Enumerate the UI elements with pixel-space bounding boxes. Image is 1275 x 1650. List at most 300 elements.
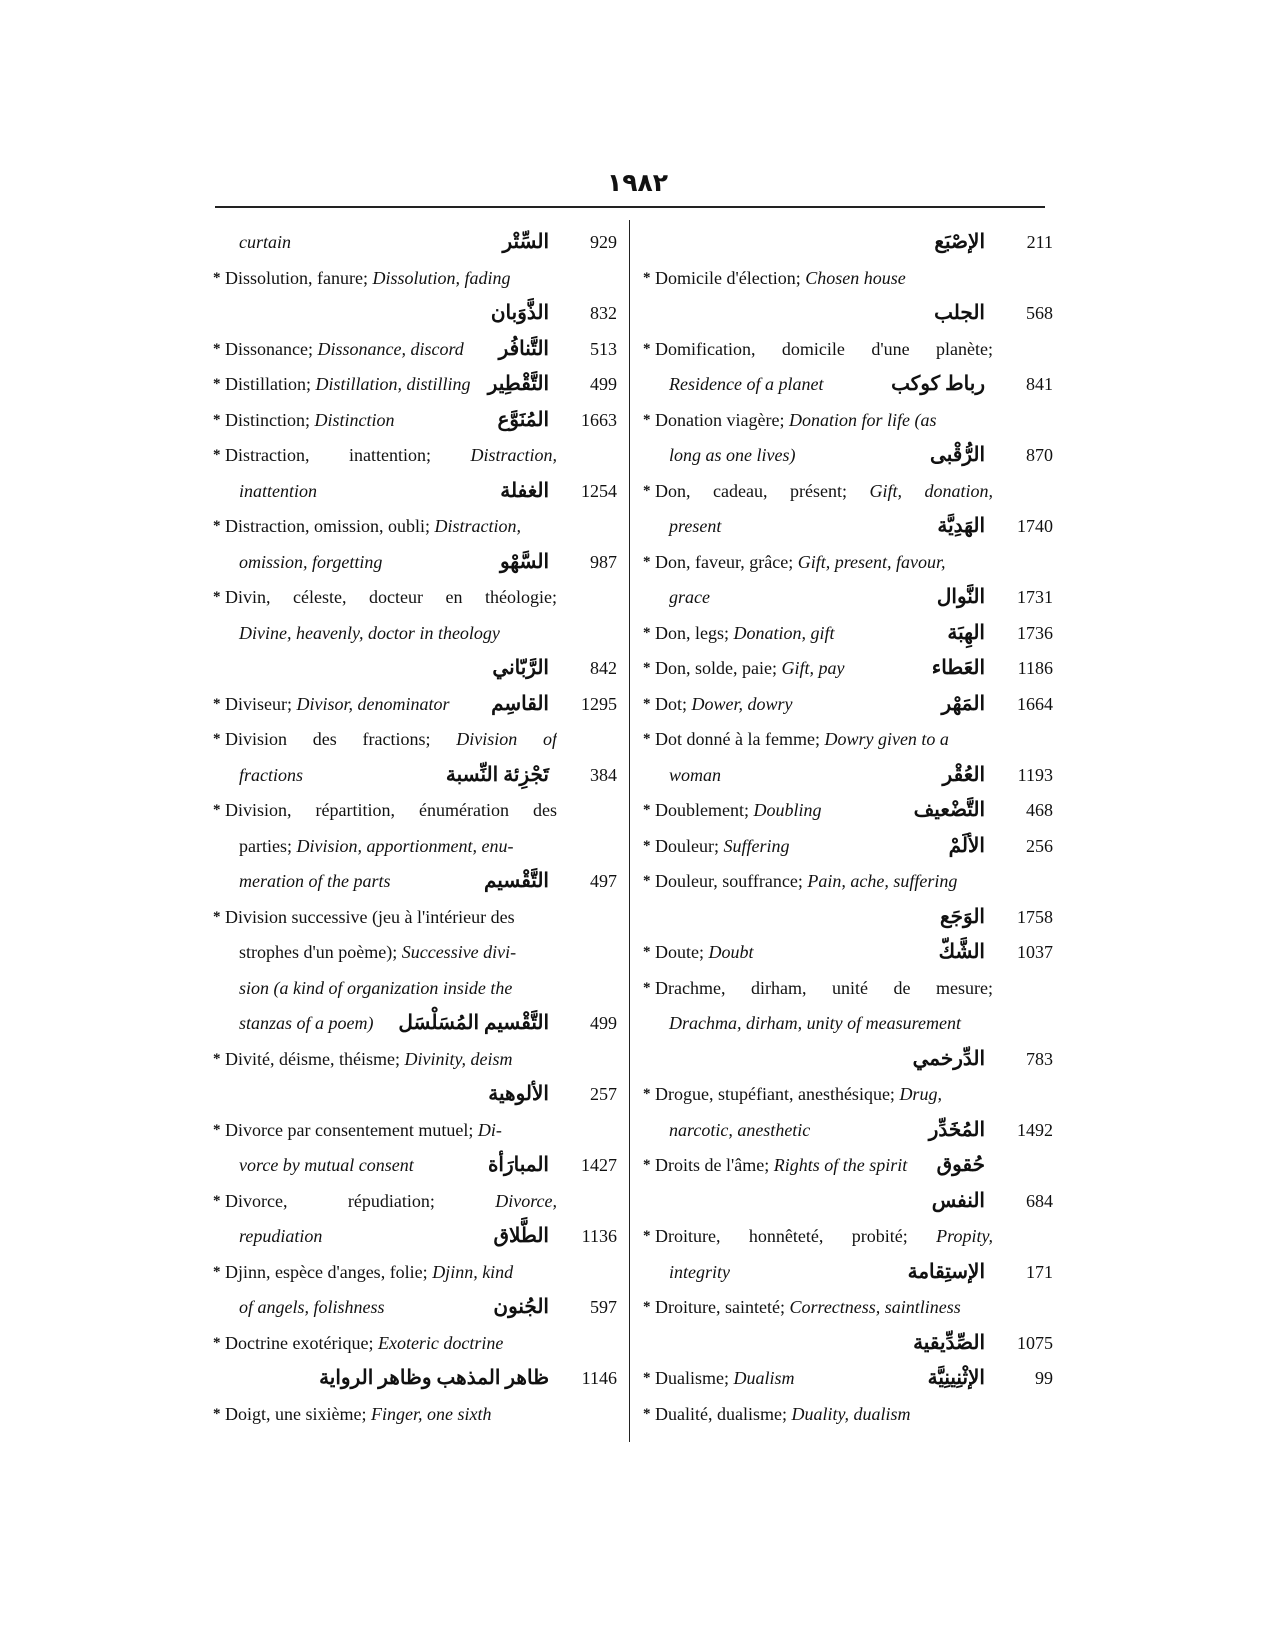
entry-number: 1193 xyxy=(1017,764,1053,785)
entry-line xyxy=(213,545,617,581)
entry-number: 1492 xyxy=(1017,1119,1053,1140)
continuation-text: Residence of a planet xyxy=(669,374,824,394)
entry-number: 870 xyxy=(1026,445,1053,465)
entry-line xyxy=(213,367,617,403)
french-term: Domification, domicile d'une planète; xyxy=(655,338,993,359)
continuation-text: stanzas of a poem) xyxy=(239,1013,374,1033)
entry-line xyxy=(643,438,1053,474)
entry-line xyxy=(643,580,1053,616)
entry-line xyxy=(643,367,1053,403)
english-term: Donation, gift xyxy=(733,622,835,643)
arabic-term: السِّتْر xyxy=(502,231,549,253)
english-term: Dower, dowry xyxy=(691,693,793,714)
bullet-mark: * xyxy=(213,1192,221,1209)
bullet-mark: * xyxy=(213,589,221,605)
french-term: Don, cadeau, présent; xyxy=(655,480,847,501)
entry-text xyxy=(655,474,993,510)
entry-line xyxy=(643,722,1053,758)
continuation-text: long as one lives) xyxy=(669,445,796,465)
left-column xyxy=(213,225,617,1432)
arabic-term: حُقوق xyxy=(936,1154,985,1176)
entry-line xyxy=(213,722,617,758)
entry-text xyxy=(655,616,835,652)
entry-number: 597 xyxy=(590,1297,617,1317)
entry-text xyxy=(239,1219,322,1255)
entry-text xyxy=(239,758,303,794)
entry-text xyxy=(655,829,789,865)
continuation-text: integrity xyxy=(669,1261,730,1282)
entry-text xyxy=(239,1148,414,1184)
arabic-term: الدِّرخمي xyxy=(912,1047,985,1070)
entry-text xyxy=(225,332,464,368)
arabic-term: الهِبَة xyxy=(947,621,985,644)
entry-text xyxy=(225,509,521,545)
entry-text xyxy=(225,1113,502,1149)
entry-text xyxy=(225,793,557,829)
french-term: Distraction, omission, oubli; xyxy=(225,516,430,536)
entry-line xyxy=(643,225,1053,261)
entry-text xyxy=(655,545,946,581)
entry-line xyxy=(213,474,617,510)
entry-line xyxy=(213,971,617,1007)
entry-number: 171 xyxy=(1026,1261,1053,1282)
entry-line xyxy=(213,1326,617,1362)
english-term: Successive divi- xyxy=(401,942,517,962)
entry-line xyxy=(213,829,617,865)
bullet-mark: * xyxy=(643,837,651,854)
arabic-term: المبارَأة xyxy=(487,1154,549,1176)
continuation-text: parties; xyxy=(239,835,292,856)
entry-line xyxy=(643,1326,1053,1362)
french-term: Donation viagère; xyxy=(655,409,785,430)
french-term: Douleur, souffrance; xyxy=(655,871,803,891)
entry-line xyxy=(643,971,1053,1007)
french-term: Divorce par consentement mutuel; xyxy=(225,1119,474,1140)
french-term: Doublement; xyxy=(655,800,749,820)
entry-line xyxy=(643,545,1053,581)
french-term: Distillation; xyxy=(225,374,312,394)
bullet-mark: * xyxy=(643,624,651,641)
french-term: Dualité, dualisme; xyxy=(655,1403,787,1424)
continuation-text: narcotic, anesthetic xyxy=(669,1119,811,1140)
entry-number: 513 xyxy=(590,338,617,359)
entry-text xyxy=(655,935,754,971)
arabic-term: الألوهية xyxy=(488,1083,549,1105)
english-term: Drug, xyxy=(899,1084,942,1104)
french-term: Divin, céleste, docteur en théologie; xyxy=(225,587,557,607)
entry-text xyxy=(225,1042,512,1078)
entry-text xyxy=(669,1113,810,1149)
french-term: Dissolution, fanure; xyxy=(225,267,368,288)
bullet-mark: * xyxy=(213,802,221,818)
entry-text xyxy=(239,1006,374,1042)
english-term: Divorce, xyxy=(495,1190,557,1211)
arabic-term: التَّقْسيم المُسَلْسَل xyxy=(398,1012,549,1034)
bullet-mark: * xyxy=(643,802,651,818)
entry-number: 1186 xyxy=(1017,658,1053,678)
entry-number: 568 xyxy=(1026,303,1053,323)
bullet-mark: * xyxy=(213,1334,221,1351)
entry-text xyxy=(655,687,793,723)
entry-text xyxy=(655,1397,910,1433)
entry-line xyxy=(643,616,1053,652)
english-term: Distraction, xyxy=(470,445,557,465)
entry-number: 497 xyxy=(590,871,617,891)
english-term: Correctness, saintliness xyxy=(789,1297,961,1317)
entry-number: 842 xyxy=(590,658,617,678)
entry-line xyxy=(213,332,617,368)
french-term: Douleur; xyxy=(655,835,719,856)
entry-text xyxy=(655,1077,942,1113)
english-term: Exoteric doctrine xyxy=(377,1332,504,1353)
entry-text xyxy=(239,616,500,652)
entry-text xyxy=(669,758,721,794)
bullet-mark: * xyxy=(643,660,651,676)
entry-text xyxy=(655,403,936,439)
entry-line xyxy=(213,438,617,474)
entry-number: 1254 xyxy=(581,480,617,501)
bullet-mark: * xyxy=(213,1263,221,1280)
entry-text xyxy=(655,722,949,758)
entry-number: 841 xyxy=(1026,374,1053,394)
entry-text xyxy=(655,971,993,1007)
entry-line xyxy=(643,1361,1053,1397)
entry-number: 99 xyxy=(1035,1368,1053,1388)
entry-text xyxy=(239,829,513,865)
entry-line xyxy=(643,1113,1053,1149)
bullet-mark: * xyxy=(643,482,651,499)
english-term: Pain, ache, suffering xyxy=(807,871,958,891)
english-term: Distraction, xyxy=(434,516,522,536)
arabic-term: التَّضْعيف xyxy=(913,799,985,821)
arabic-term: تَجْزِئة النِّسبة xyxy=(445,763,549,786)
top-rule xyxy=(215,206,1045,208)
arabic-term: الألَمْ xyxy=(948,834,985,857)
english-term: Dowry given to a xyxy=(824,729,949,749)
english-term: Dualism xyxy=(733,1368,795,1388)
french-term: Drogue, stupéfiant, anesthésique; xyxy=(655,1084,895,1104)
entry-number: 1758 xyxy=(1017,906,1053,927)
french-term: Distinction; xyxy=(225,409,310,430)
entry-line xyxy=(643,1006,1053,1042)
arabic-term: الصِّدِّيقية xyxy=(913,1331,985,1354)
entry-line xyxy=(643,900,1053,936)
entry-line xyxy=(643,1148,1053,1184)
french-term: Dot; xyxy=(655,693,688,714)
french-term: Distraction, inattention; xyxy=(225,445,431,465)
entry-number: 1136 xyxy=(581,1226,617,1246)
french-term: Droits de l'âme; xyxy=(655,1155,770,1175)
continuation-text: present xyxy=(669,516,722,536)
continuation-text: strophes d'un poème); xyxy=(239,942,398,962)
entry-number: 468 xyxy=(1026,800,1053,820)
french-term: Dualisme; xyxy=(655,1368,729,1388)
entry-number: 929 xyxy=(590,232,617,252)
entry-text xyxy=(225,1184,557,1220)
bullet-mark: * xyxy=(643,731,651,747)
entry-line xyxy=(213,225,617,261)
entry-text xyxy=(225,403,395,439)
entry-line xyxy=(643,687,1053,723)
entry-number: 384 xyxy=(590,764,617,785)
entry-text xyxy=(669,438,795,474)
bullet-mark: * xyxy=(643,695,651,712)
french-term: Don, faveur, grâce; xyxy=(655,551,794,572)
arabic-term: الجلب xyxy=(934,302,985,324)
english-term: Division of xyxy=(456,729,557,749)
entry-number: 1037 xyxy=(1017,942,1053,962)
entry-text xyxy=(239,971,512,1007)
entry-text xyxy=(669,367,823,403)
french-term: Division, répartition, énumération des xyxy=(225,800,557,820)
entry-text xyxy=(225,580,557,616)
arabic-term: التَّقْسيم xyxy=(484,870,549,892)
entry-text xyxy=(225,722,557,758)
entry-text xyxy=(669,1006,961,1042)
bullet-mark: * xyxy=(213,447,221,463)
arabic-term: المُخَدِّر xyxy=(928,1118,985,1141)
french-term: Divorce, répudiation; xyxy=(225,1190,435,1211)
french-term: Doute; xyxy=(655,942,704,962)
entry-text xyxy=(239,474,317,510)
entry-line xyxy=(213,1042,617,1078)
entry-number: 499 xyxy=(590,374,617,394)
entry-line xyxy=(213,1361,617,1397)
french-term: Droiture, honnêteté, probité; xyxy=(655,1226,908,1246)
english-term: Donation for life (as xyxy=(788,409,937,430)
entry-text xyxy=(655,651,844,687)
entry-text xyxy=(655,1148,907,1184)
entry-line xyxy=(213,651,617,687)
entry-line xyxy=(643,829,1053,865)
bullet-mark: * xyxy=(643,1370,651,1386)
bullet-mark: * xyxy=(213,695,221,712)
entry-text xyxy=(655,793,822,829)
entry-line xyxy=(643,1397,1053,1433)
arabic-term: الإثْنِينِيَّة xyxy=(927,1367,985,1389)
arabic-term: الرُّقْبى xyxy=(930,444,985,466)
entry-line xyxy=(643,1255,1053,1291)
entry-line xyxy=(213,864,617,900)
arabic-term: القاسِم xyxy=(491,692,549,715)
bullet-mark: * xyxy=(213,1405,221,1422)
entry-number: 256 xyxy=(1026,835,1053,856)
arabic-term: الذَّوَبان xyxy=(490,302,549,324)
entry-line xyxy=(213,1397,617,1433)
arabic-term: الإصْبَع xyxy=(934,231,985,253)
entry-line xyxy=(643,758,1053,794)
french-term: Droiture, sainteté; xyxy=(655,1297,785,1317)
arabic-term: المَهْر xyxy=(941,692,985,715)
entry-line xyxy=(643,651,1053,687)
bullet-mark: * xyxy=(213,1050,221,1067)
arabic-term: رباط كوكب xyxy=(891,373,985,395)
bullet-mark: * xyxy=(643,979,651,996)
entry-number: 1663 xyxy=(581,409,617,430)
english-term: Dissonance, discord xyxy=(317,338,464,359)
entry-number: 832 xyxy=(590,303,617,323)
entry-text xyxy=(669,509,721,545)
arabic-term: النَّوال xyxy=(936,586,985,608)
entry-number: 1146 xyxy=(581,1368,617,1388)
arabic-term: الطَّلاق xyxy=(493,1225,549,1247)
entry-number: 211 xyxy=(1026,232,1053,252)
arabic-term: ظاهر المذهب وظاهر الرواية xyxy=(319,1367,549,1389)
entry-line xyxy=(643,1290,1053,1326)
french-term: Don, legs; xyxy=(655,622,729,643)
bullet-mark: * xyxy=(213,269,221,286)
arabic-term: العُقْر xyxy=(942,763,985,786)
continuation-text: Divine, heavenly, doctor in theology xyxy=(239,622,500,643)
entry-line xyxy=(213,296,617,332)
entry-line xyxy=(643,864,1053,900)
arabic-term: النفس xyxy=(931,1189,985,1212)
continuation-text: meration of the parts xyxy=(239,871,391,891)
arabic-term: الإستِقامة xyxy=(907,1260,985,1283)
bullet-mark: * xyxy=(643,873,651,889)
entry-line xyxy=(213,509,617,545)
entry-line xyxy=(213,1148,617,1184)
entry-text xyxy=(669,1255,730,1291)
arabic-term: الشَّكّ xyxy=(938,941,985,963)
entry-line xyxy=(213,616,617,652)
french-term: Division successive (jeu à l'intérieur des xyxy=(225,906,515,927)
entry-number: 1664 xyxy=(1017,693,1053,714)
page-number: ١٩٨٢ xyxy=(606,168,669,197)
bullet-mark: * xyxy=(643,553,651,570)
entry-line xyxy=(213,687,617,723)
bullet-mark: * xyxy=(643,1157,651,1173)
entry-line xyxy=(213,1219,617,1255)
entry-text xyxy=(655,1290,961,1326)
entry-text xyxy=(225,1397,491,1433)
entry-number: 1295 xyxy=(581,693,617,714)
column-divider xyxy=(629,220,630,1442)
english-term: Dissolution, fading xyxy=(372,267,511,288)
english-term: Distillation, distilling xyxy=(315,374,471,394)
continuation-text: inattention xyxy=(239,480,317,501)
entry-number: 1731 xyxy=(1017,587,1053,607)
entry-text xyxy=(655,261,906,297)
entry-line xyxy=(643,1042,1053,1078)
entry-text xyxy=(225,687,450,723)
entry-number: 987 xyxy=(590,551,617,572)
entry-line xyxy=(643,296,1053,332)
entry-line xyxy=(643,793,1053,829)
entry-line xyxy=(643,332,1053,368)
bullet-mark: * xyxy=(213,376,221,392)
entry-line xyxy=(213,403,617,439)
bullet-mark: * xyxy=(643,269,651,286)
english-term: Finger, one sixth xyxy=(370,1403,492,1424)
french-term: Drachme, dirham, unité de mesure; xyxy=(655,977,993,998)
entry-text xyxy=(225,438,557,474)
entry-number: 257 xyxy=(590,1084,617,1104)
entry-line xyxy=(213,1006,617,1042)
entry-text xyxy=(225,1255,513,1291)
entry-text xyxy=(239,545,382,581)
entry-line xyxy=(643,1219,1053,1255)
english-term: Doubling xyxy=(753,800,822,820)
english-term: Propity, xyxy=(936,1226,993,1246)
bullet-mark: * xyxy=(213,340,221,357)
english-term: Divisor, denominator xyxy=(296,693,450,714)
bullet-mark: * xyxy=(643,1086,651,1102)
bullet-mark: * xyxy=(643,1405,651,1422)
entry-line xyxy=(213,1290,617,1326)
continuation-text: vorce by mutual consent xyxy=(239,1155,414,1175)
french-term: Doigt, une sixième; xyxy=(225,1403,367,1424)
entry-line xyxy=(643,403,1053,439)
arabic-term: الهَدِيَّة xyxy=(937,515,985,537)
bullet-mark: * xyxy=(213,411,221,428)
bullet-mark: * xyxy=(213,908,221,925)
entry-text xyxy=(225,1326,503,1362)
entry-line xyxy=(213,1077,617,1113)
entry-text xyxy=(655,332,993,368)
bullet-mark: * xyxy=(643,411,651,428)
continuation-text: sion (a kind of organization inside the xyxy=(239,977,513,998)
bullet-mark: * xyxy=(213,518,221,534)
french-term: Doctrine exotérique; xyxy=(225,1332,374,1353)
english-term: Gift, pay xyxy=(781,658,845,678)
arabic-term: الرَّبّاني xyxy=(492,657,549,679)
entry-line xyxy=(213,1184,617,1220)
english-term: Duality, dualism xyxy=(791,1403,911,1424)
entry-line xyxy=(213,1255,617,1291)
english-term: Di- xyxy=(477,1119,502,1140)
arabic-term: العَطاء xyxy=(931,657,985,679)
continuation-text: of angels, folishness xyxy=(239,1297,385,1317)
entry-line xyxy=(213,261,617,297)
arabic-term: المُنَوَّع xyxy=(497,408,549,431)
english-term: Gift, present, favour, xyxy=(797,551,946,572)
entry-line xyxy=(643,261,1053,297)
french-term: Diviseur; xyxy=(225,693,292,714)
arabic-term: الجُنون xyxy=(493,1296,549,1318)
entry-line xyxy=(643,509,1053,545)
entry-line xyxy=(643,935,1053,971)
french-term: Divité, déisme, théisme; xyxy=(225,1048,400,1069)
entry-text xyxy=(655,864,957,900)
entry-line xyxy=(643,1077,1053,1113)
english-term: Suffering xyxy=(723,835,790,856)
continuation-text: curtain xyxy=(239,232,291,252)
entry-text xyxy=(225,261,511,297)
entry-line xyxy=(643,1184,1053,1220)
entry-line xyxy=(213,793,617,829)
entry-text xyxy=(225,367,471,403)
entry-line xyxy=(213,900,617,936)
french-term: Dissonance; xyxy=(225,338,313,359)
bullet-mark: * xyxy=(643,1228,651,1244)
right-column xyxy=(643,225,1053,1432)
arabic-term: الوَجَع xyxy=(940,905,985,928)
entry-line xyxy=(213,580,617,616)
french-term: Domicile d'élection; xyxy=(655,267,801,288)
arabic-term: الغفلة xyxy=(500,479,549,502)
bullet-mark: * xyxy=(643,1299,651,1315)
entry-text xyxy=(669,580,710,616)
arabic-term: التَّنافُر xyxy=(498,337,549,360)
english-term: Djinn, kind xyxy=(432,1261,514,1282)
english-term: Divinity, deism xyxy=(404,1048,513,1069)
arabic-term: السَّهْو xyxy=(499,550,549,573)
entry-number: 499 xyxy=(590,1013,617,1033)
entry-number: 1427 xyxy=(581,1155,617,1175)
english-term: Doubt xyxy=(708,942,754,962)
bullet-mark: * xyxy=(213,731,221,747)
